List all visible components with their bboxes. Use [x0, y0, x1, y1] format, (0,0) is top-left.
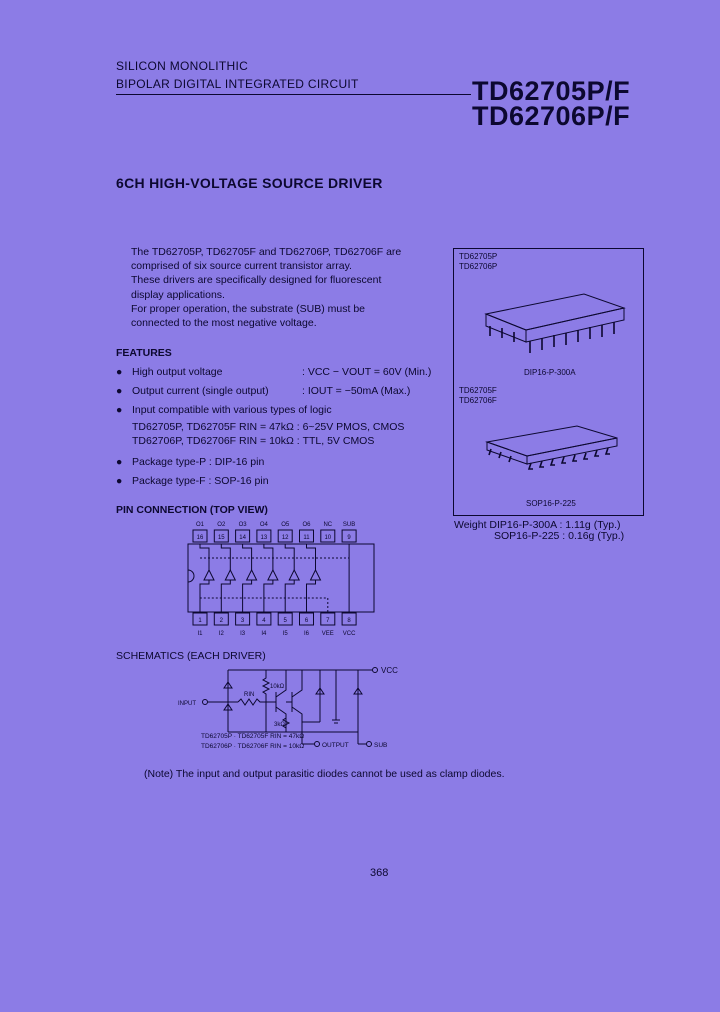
driver-gate — [204, 570, 214, 580]
pin-top-label: SUB — [342, 522, 356, 528]
weight-line-2: SOP16-P-225 : 0.16g (Typ.) — [494, 530, 625, 542]
page-title: 6CH HIGH-VOLTAGE SOURCE DRIVER — [116, 175, 383, 191]
page-number: 368 — [370, 867, 389, 879]
pin-bottom-label: I2 — [218, 631, 224, 637]
pin-bottom-number: 4 — [262, 618, 266, 624]
bullet-icon: ● — [116, 404, 123, 416]
pin-bottom-label: VCC — [342, 631, 356, 637]
pin-bottom-label: I6 — [303, 631, 310, 637]
pin-top-label: O2 — [217, 522, 226, 528]
r3-label: 3kΩ — [274, 722, 285, 728]
schematic-legend-2: TD62706P · TD62706F RIN = 10kΩ — [201, 743, 305, 750]
r1-label: 10kΩ — [270, 684, 285, 690]
feature-label: Input compatible with various types of logic — [132, 404, 332, 416]
feature-item — [116, 382, 446, 401]
pin-top-number: 9 — [347, 535, 351, 541]
pin-top-number: 16 — [196, 535, 204, 541]
ic-notch — [188, 570, 194, 582]
bullet-icon: ● — [116, 385, 123, 397]
pin-bottom-label: I1 — [197, 631, 203, 637]
logic-row-2: TD62706P, TD62706F RIN = 10kΩ : TTL, 5V CMOS — [132, 435, 375, 447]
description-line: The TD62705P, TD62705F and TD62706P, TD62706F are — [131, 246, 402, 258]
description-line: connected to the most negative voltage. — [131, 317, 317, 330]
vcc-label: VCC — [381, 666, 398, 675]
pin-top-label: NC — [323, 522, 333, 528]
schematic-legend-1: TD62705P · TD62705F RIN = 47kΩ — [201, 733, 305, 740]
transistor-2 — [286, 670, 302, 722]
bullet-icon: ● — [116, 456, 123, 468]
pin-bottom-number: 1 — [198, 618, 202, 624]
pin-bottom-number: 3 — [240, 618, 245, 624]
header-line-1: SILICON MONOLITHIC — [116, 59, 249, 73]
part-number-2: TD62706P/F — [472, 101, 631, 131]
resistor-10k — [263, 670, 269, 702]
feature-logic-row — [116, 420, 446, 434]
part-number-1: TD62705P/F — [472, 76, 631, 106]
feature-label: Package type-P : DIP-16 pin — [132, 456, 265, 468]
pin-top-label: O4 — [259, 522, 268, 528]
pin-top-label: O6 — [302, 522, 311, 528]
dip-name-2: TD62706P — [459, 262, 498, 271]
pin-connection-diagram — [180, 518, 380, 640]
pin-top-number: 12 — [281, 535, 289, 541]
sop-name-1: TD62705F — [459, 386, 497, 395]
description — [131, 245, 431, 330]
pin-top-number: 13 — [260, 535, 268, 541]
logic-row-1: TD62705P, TD62705F RIN = 47kΩ : 6~25V PMOS, CMOS — [132, 421, 405, 433]
features-list — [116, 363, 446, 491]
pin-bottom-number: 2 — [219, 618, 223, 624]
pin-connection-heading: PIN CONNECTION (TOP VIEW) — [116, 504, 268, 516]
pin-bottom-number: 8 — [347, 618, 351, 624]
feature-value: : IOUT = −50mA (Max.) — [302, 385, 411, 397]
input-label: INPUT — [178, 701, 196, 707]
rin-resistor — [238, 699, 266, 705]
driver-gate — [268, 570, 278, 580]
feature-label: High output voltage — [132, 366, 223, 378]
pin-bottom-label: VEE — [321, 631, 334, 637]
feature-logic-row — [116, 434, 446, 453]
output-label: OUTPUT — [322, 742, 349, 749]
pin-bottom-label: I3 — [240, 631, 246, 637]
vcc-terminal — [373, 668, 378, 673]
feature-label: Output current (single output) — [132, 385, 269, 397]
schematics-heading: SCHEMATICS (EACH DRIVER) — [116, 650, 266, 662]
weight-line-1: Weight DIP16-P-300A : 1.11g (Typ.) — [454, 519, 621, 531]
input-terminal — [203, 700, 208, 705]
pin-bottom-number: 7 — [326, 618, 330, 624]
dip-package-drawing — [474, 274, 634, 369]
feature-item — [116, 363, 446, 382]
pin-bottom-label: I5 — [282, 631, 288, 637]
ic-body — [188, 544, 374, 612]
pin-top-label: O5 — [281, 522, 290, 528]
bullet-icon: ● — [116, 366, 123, 378]
note-text: (Note) The input and output parasitic diodes cannot be used as clamp diodes. — [144, 768, 505, 780]
description-line: For proper operation, the substrate (SUB) must be — [131, 302, 366, 315]
feature-label: Package type-F : SOP-16 pin — [132, 475, 269, 487]
sub-terminal — [367, 742, 372, 747]
header-rule — [116, 94, 471, 95]
driver-gate — [289, 570, 299, 580]
dip-name-1: TD62705P — [459, 252, 498, 261]
vee-terminal — [332, 670, 340, 723]
feature-value: : VCC − VOUT = 60V (Min.) — [302, 366, 432, 378]
output-terminal — [315, 742, 320, 747]
description-line: comprised of six source current transistor array. — [131, 260, 352, 273]
pin-top-number: 10 — [324, 535, 332, 541]
r2-label: RIN — [244, 692, 255, 698]
sop-package-drawing — [479, 414, 634, 489]
description-line: These drivers are specifically designed for fluorescent — [131, 274, 382, 287]
header-line-2: BIPOLAR DIGITAL INTEGRATED CIRCUIT — [116, 77, 359, 91]
feature-item — [116, 401, 446, 420]
driver-gate — [311, 570, 321, 580]
sub-label: SUB — [374, 742, 388, 749]
dip-label: DIP16-P-300A — [524, 368, 576, 377]
package-outline-box — [453, 248, 644, 516]
feature-item — [116, 453, 446, 472]
feature-item — [116, 472, 446, 491]
pin-bottom-number: 5 — [283, 618, 287, 624]
pin-bottom-number: 6 — [304, 618, 309, 624]
pin-top-number: 14 — [239, 535, 246, 541]
driver-gate — [247, 570, 257, 580]
pin-top-label: O1 — [195, 522, 205, 528]
driver-gate — [225, 570, 235, 580]
pin-top-label: O3 — [238, 522, 247, 528]
sop-name-2: TD62706F — [459, 396, 497, 405]
bullet-icon: ● — [116, 475, 123, 487]
pin-bottom-label: I4 — [261, 631, 267, 637]
sop-label: SOP16-P-225 — [526, 499, 576, 508]
pin-top-number: 15 — [217, 535, 225, 541]
pin-top-number: 11 — [303, 535, 310, 541]
description-line: display applications. — [131, 288, 225, 301]
features-heading: FEATURES — [116, 347, 172, 359]
schematic-diagram — [170, 660, 400, 756]
